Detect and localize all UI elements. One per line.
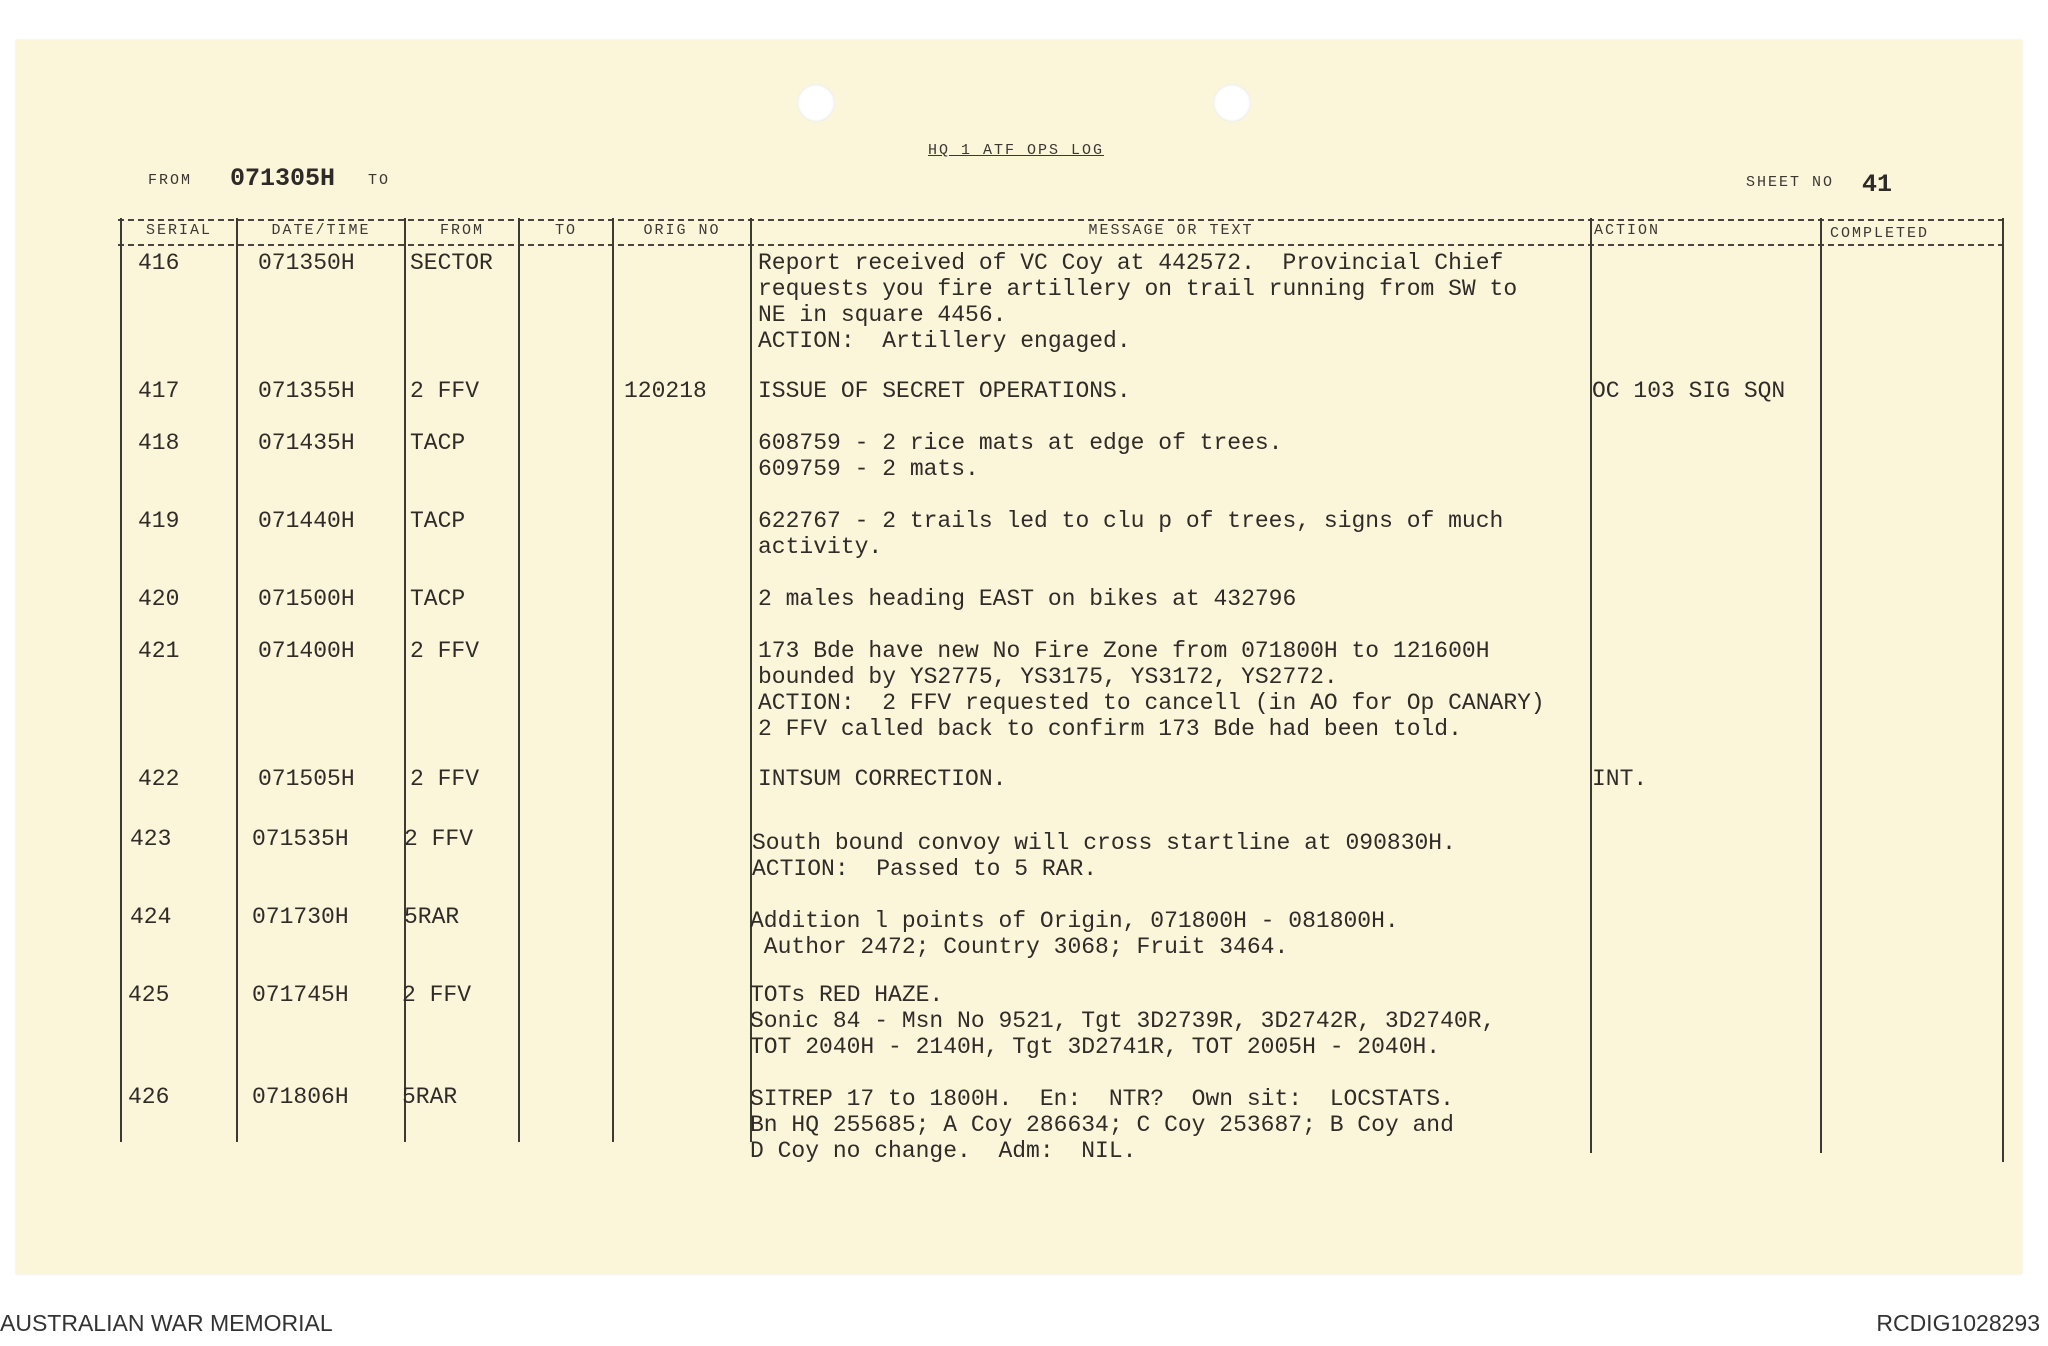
sheet-number: 41: [1862, 170, 1893, 199]
column-header-to: TO: [554, 222, 577, 239]
from-cell: TACP: [410, 508, 466, 534]
from-cell: SECTOR: [410, 250, 493, 276]
column-header-message: MESSAGE OR TEXT: [1088, 222, 1254, 239]
message-cell: 622767 - 2 trails led to clu p of trees, signs of much activity.: [758, 508, 1504, 560]
serial-cell: 419: [138, 508, 180, 534]
column-divider: [1820, 218, 1822, 1153]
from-value: 071305H: [230, 164, 336, 193]
column-divider: [120, 218, 122, 1142]
action-cell: INT.: [1592, 766, 1648, 792]
archive-reference: RCDIG1028293: [1876, 1310, 2040, 1336]
serial-cell: 418: [138, 430, 180, 456]
column-divider: [1590, 218, 1592, 1153]
column-header-action: ACTION: [1594, 222, 1661, 239]
column-header-from: FROM: [439, 222, 484, 239]
datetime-cell: 071440H: [258, 508, 355, 534]
datetime-cell: 071400H: [258, 638, 355, 664]
serial-cell: 421: [138, 638, 180, 664]
serial-cell: 425: [128, 982, 170, 1008]
from-cell: TACP: [410, 430, 466, 456]
column-header-orig-no: ORIG NO: [643, 222, 721, 239]
serial-cell: 417: [138, 378, 180, 404]
serial-cell: 424: [130, 904, 172, 930]
from-cell: 2 FFV: [404, 826, 474, 852]
column-divider: [612, 218, 614, 1142]
message-cell: SITREP 17 to 1800H. En: NTR? Own sit: LOCSTATS. Bn HQ 255685; A Coy 286634; C Coy 253687; B Coy and D Coy no change. Adm: NIL.: [750, 1086, 1454, 1164]
datetime-cell: 071806H: [252, 1084, 349, 1110]
message-cell: TOTs RED HAZE. Sonic 84 - Msn No 9521, Tgt 3D2739R, 3D2742R, 3D2740R, TOT 2040H - 2140H, Tgt 3D2741R, TOT 2005H - 2040H.: [750, 982, 1496, 1060]
to-label: TO: [368, 172, 391, 189]
from-cell: 5RAR: [402, 1084, 458, 1110]
log-title: HQ 1 ATF OPS LOG: [928, 142, 1105, 159]
message-cell: South bound convoy will cross startline at 090830H. ACTION: Passed to 5 RAR.: [752, 830, 1456, 882]
punch-hole-left: [797, 84, 835, 122]
column-divider: [2002, 218, 2004, 1162]
datetime-cell: 071535H: [252, 826, 349, 852]
from-cell: 2 FFV: [410, 378, 480, 404]
serial-cell: 426: [128, 1084, 170, 1110]
datetime-cell: 071730H: [252, 904, 349, 930]
action-cell: OC 103 SIG SQN: [1592, 378, 1786, 404]
from-cell: 2 FFV: [402, 982, 472, 1008]
datetime-cell: 071745H: [252, 982, 349, 1008]
column-divider: [236, 218, 238, 1142]
message-cell: Report received of VC Coy at 442572. Provincial Chief requests you fire artillery on trail running from SW to NE in square 4456. ACTION: Artillery engaged.: [758, 250, 1518, 354]
column-header-completed: COMPLETED: [1830, 225, 1930, 242]
table-top-rule: [118, 219, 2004, 221]
message-cell: Addition l points of Origin, 071800H - 081800H. Author 2472; Country 3068; Fruit 3464.: [750, 908, 1399, 960]
from-cell: 2 FFV: [410, 638, 480, 664]
serial-cell: 416: [138, 250, 180, 276]
from-cell: TACP: [410, 586, 466, 612]
table-header-rule: [118, 244, 2004, 246]
sheet-label: SHEET NO: [1746, 174, 1835, 191]
serial-cell: 422: [138, 766, 180, 792]
datetime-cell: 071350H: [258, 250, 355, 276]
datetime-cell: 071505H: [258, 766, 355, 792]
column-header-serial: SERIAL: [145, 222, 212, 239]
from-cell: 5RAR: [404, 904, 460, 930]
datetime-cell: 071435H: [258, 430, 355, 456]
message-cell: INTSUM CORRECTION.: [758, 766, 1007, 792]
punch-hole-right: [1213, 84, 1251, 122]
orig-no-cell: 120218: [624, 378, 707, 404]
from-cell: 2 FFV: [410, 766, 480, 792]
serial-cell: 423: [130, 826, 172, 852]
message-cell: 2 males heading EAST on bikes at 432796: [758, 586, 1297, 612]
datetime-cell: 071500H: [258, 586, 355, 612]
message-cell: ISSUE OF SECRET OPERATIONS.: [758, 378, 1131, 404]
column-divider: [518, 218, 520, 1142]
column-header-datetime: DATE/TIME: [271, 222, 371, 239]
archive-credit: AUSTRALIAN WAR MEMORIAL: [0, 1310, 333, 1336]
message-cell: 173 Bde have new No Fire Zone from 071800H to 121600H bounded by YS2775, YS3175, YS3172, YS2772. ACTION: 2 FFV requested to cancell (in AO for Op CANARY) 2 FFV called back to confirm 173 Bde had been told.: [758, 638, 1545, 742]
from-label: FROM: [148, 172, 193, 189]
datetime-cell: 071355H: [258, 378, 355, 404]
message-cell: 608759 - 2 rice mats at edge of trees. 609759 - 2 mats.: [758, 430, 1283, 482]
serial-cell: 420: [138, 586, 180, 612]
